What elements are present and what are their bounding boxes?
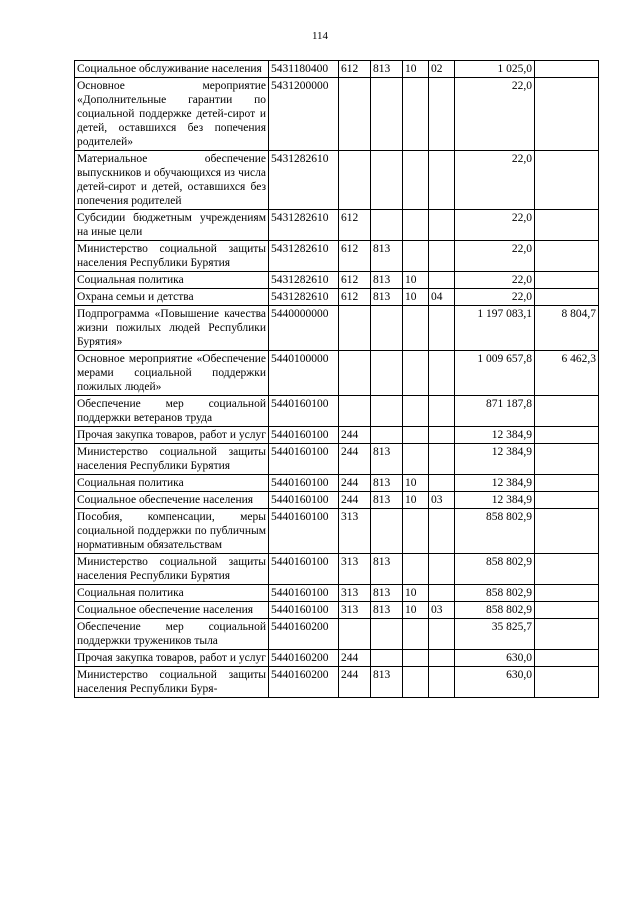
row-section-cell: 10: [403, 289, 429, 306]
row-grbs-cell: [371, 306, 403, 351]
table-row: [75, 619, 599, 650]
table-row: [75, 667, 599, 698]
row-name-cell: Прочая закупка товаров, работ и услуг: [75, 427, 269, 444]
row-sum-cell: 858 802,9: [455, 585, 535, 602]
row-code-cell: 5440160100: [269, 427, 339, 444]
page-number: 114: [311, 30, 329, 42]
row-sum2-cell: [535, 396, 599, 427]
row-grbs-cell: 813: [371, 289, 403, 306]
row-section-cell: [403, 444, 429, 475]
row-vr-cell: 612: [339, 241, 371, 272]
row-section-cell: [403, 554, 429, 585]
row-subsection-cell: [429, 554, 455, 585]
row-vr-cell: 612: [339, 289, 371, 306]
row-sum-cell: 12 384,9: [455, 492, 535, 509]
table-row: [75, 289, 599, 306]
row-sum-cell: 1 025,0: [455, 61, 535, 78]
row-sum2-cell: [535, 667, 599, 698]
row-vr-cell: [339, 619, 371, 650]
row-vr-cell: [339, 151, 371, 210]
row-sum-cell: 871 187,8: [455, 396, 535, 427]
row-name-cell: Основное мероприятие «Обеспечение мерами социальной поддержки пожилых людей»: [75, 351, 269, 396]
table-row: [75, 475, 599, 492]
table-row: [75, 241, 599, 272]
row-code-cell: 5431200000: [269, 78, 339, 151]
row-code-cell: 5440160100: [269, 444, 339, 475]
row-grbs-cell: 813: [371, 667, 403, 698]
row-section-cell: 10: [403, 492, 429, 509]
row-name-cell: Министерство социальной защиты населения Республики Бурятия: [75, 554, 269, 585]
row-section-cell: [403, 427, 429, 444]
row-grbs-cell: [371, 78, 403, 151]
row-subsection-cell: [429, 444, 455, 475]
row-sum2-cell: [535, 554, 599, 585]
row-vr-cell: 244: [339, 650, 371, 667]
row-code-cell: 5440160200: [269, 619, 339, 650]
row-grbs-cell: [371, 396, 403, 427]
row-code-cell: 5431282610: [269, 210, 339, 241]
row-vr-cell: 612: [339, 272, 371, 289]
row-vr-cell: 244: [339, 427, 371, 444]
row-vr-cell: 244: [339, 475, 371, 492]
row-sum-cell: 12 384,9: [455, 475, 535, 492]
table-row: [75, 650, 599, 667]
row-sum-cell: 630,0: [455, 667, 535, 698]
row-sum2-cell: [535, 61, 599, 78]
row-vr-cell: 313: [339, 585, 371, 602]
row-code-cell: 5440160200: [269, 650, 339, 667]
row-code-cell: 5440160100: [269, 585, 339, 602]
row-code-cell: 5440160100: [269, 396, 339, 427]
row-sum2-cell: [535, 289, 599, 306]
row-vr-cell: 612: [339, 210, 371, 241]
row-code-cell: 5440160100: [269, 602, 339, 619]
row-section-cell: [403, 351, 429, 396]
row-subsection-cell: 04: [429, 289, 455, 306]
row-code-cell: 5440000000: [269, 306, 339, 351]
row-vr-cell: [339, 351, 371, 396]
row-subsection-cell: [429, 151, 455, 210]
table-row: [75, 444, 599, 475]
row-subsection-cell: [429, 351, 455, 396]
row-name-cell: Социальное обеспечение населения: [75, 602, 269, 619]
table-row: [75, 210, 599, 241]
row-subsection-cell: 03: [429, 492, 455, 509]
row-section-cell: [403, 78, 429, 151]
row-code-cell: 5431180400: [269, 61, 339, 78]
row-name-cell: Социальное обслуживание населения: [75, 61, 269, 78]
row-vr-cell: 313: [339, 509, 371, 554]
row-grbs-cell: 813: [371, 602, 403, 619]
row-sum2-cell: [535, 585, 599, 602]
row-name-cell: Охрана семьи и детства: [75, 289, 269, 306]
row-sum2-cell: [535, 619, 599, 650]
row-section-cell: [403, 396, 429, 427]
row-subsection-cell: [429, 272, 455, 289]
table-row: [75, 427, 599, 444]
row-name-cell: Материальное обеспечение выпускников и обучающихся из числа детей-сирот и детей, оставшихся без попечения родителей: [75, 151, 269, 210]
row-grbs-cell: 813: [371, 585, 403, 602]
table-row: [75, 306, 599, 351]
row-sum2-cell: 8 804,7: [535, 306, 599, 351]
row-vr-cell: [339, 396, 371, 427]
row-sum2-cell: [535, 241, 599, 272]
row-code-cell: 5440160100: [269, 475, 339, 492]
row-section-cell: [403, 509, 429, 554]
row-sum-cell: 1 009 657,8: [455, 351, 535, 396]
row-vr-cell: 244: [339, 492, 371, 509]
row-section-cell: [403, 151, 429, 210]
row-code-cell: 5440160100: [269, 509, 339, 554]
row-sum2-cell: 6 462,3: [535, 351, 599, 396]
row-sum2-cell: [535, 210, 599, 241]
row-sum-cell: 858 802,9: [455, 509, 535, 554]
row-grbs-cell: [371, 509, 403, 554]
row-name-cell: Обеспечение мер социальной поддержки ветеранов труда: [75, 396, 269, 427]
row-code-cell: 5440160200: [269, 667, 339, 698]
row-name-cell: Прочая закупка товаров, работ и услуг: [75, 650, 269, 667]
row-subsection-cell: 03: [429, 602, 455, 619]
row-sum-cell: 22,0: [455, 272, 535, 289]
row-section-cell: [403, 306, 429, 351]
row-section-cell: [403, 667, 429, 698]
row-subsection-cell: [429, 667, 455, 698]
row-section-cell: 10: [403, 272, 429, 289]
row-grbs-cell: 813: [371, 61, 403, 78]
row-name-cell: Социальная политика: [75, 272, 269, 289]
row-subsection-cell: [429, 396, 455, 427]
row-name-cell: Пособия, компенсации, меры социальной поддержки по публичным нормативным обязательствам: [75, 509, 269, 554]
row-name-cell: Социальное обеспечение населения: [75, 492, 269, 509]
row-subsection-cell: [429, 241, 455, 272]
row-sum2-cell: [535, 602, 599, 619]
row-name-cell: Подпрограмма «Повышение качества жизни пожилых людей Республики Бурятия»: [75, 306, 269, 351]
row-sum2-cell: [535, 492, 599, 509]
table-body: [75, 61, 599, 698]
row-grbs-cell: 813: [371, 241, 403, 272]
row-sum2-cell: [535, 650, 599, 667]
row-code-cell: 5431282610: [269, 151, 339, 210]
row-section-cell: 10: [403, 602, 429, 619]
row-sum-cell: 12 384,9: [455, 427, 535, 444]
row-grbs-cell: [371, 210, 403, 241]
row-sum-cell: 858 802,9: [455, 602, 535, 619]
row-code-cell: 5440160100: [269, 554, 339, 585]
row-sum-cell: 22,0: [455, 78, 535, 151]
row-section-cell: [403, 210, 429, 241]
table-row: [75, 78, 599, 151]
row-vr-cell: 612: [339, 61, 371, 78]
table-row: [75, 396, 599, 427]
row-grbs-cell: [371, 427, 403, 444]
row-sum-cell: 35 825,7: [455, 619, 535, 650]
row-grbs-cell: [371, 351, 403, 396]
row-grbs-cell: 813: [371, 492, 403, 509]
row-subsection-cell: [429, 306, 455, 351]
row-sum2-cell: [535, 151, 599, 210]
row-name-cell: Министерство социальной защиты населения Республики Бурятия: [75, 444, 269, 475]
row-vr-cell: 244: [339, 444, 371, 475]
row-subsection-cell: [429, 619, 455, 650]
row-sum-cell: 630,0: [455, 650, 535, 667]
row-sum-cell: 1 197 083,1: [455, 306, 535, 351]
row-vr-cell: [339, 78, 371, 151]
row-sum-cell: 22,0: [455, 210, 535, 241]
row-grbs-cell: [371, 650, 403, 667]
row-sum2-cell: [535, 444, 599, 475]
table-row: [75, 272, 599, 289]
row-grbs-cell: 813: [371, 554, 403, 585]
table-row: [75, 554, 599, 585]
row-subsection-cell: [429, 210, 455, 241]
row-grbs-cell: 813: [371, 475, 403, 492]
table-row: [75, 602, 599, 619]
row-vr-cell: 244: [339, 667, 371, 698]
row-vr-cell: [339, 306, 371, 351]
row-sum-cell: 12 384,9: [455, 444, 535, 475]
row-name-cell: Субсидии бюджетным учреждениям на иные цели: [75, 210, 269, 241]
row-code-cell: 5440100000: [269, 351, 339, 396]
row-section-cell: 10: [403, 585, 429, 602]
row-name-cell: Основное мероприятие «Дополнительные гарантии по социальной поддержке детей-сирот и детей, оставшихся без попечения родителей»: [75, 78, 269, 151]
budget-table: [74, 60, 599, 698]
row-name-cell: Социальная политика: [75, 475, 269, 492]
row-code-cell: 5431282610: [269, 289, 339, 306]
row-sum-cell: 858 802,9: [455, 554, 535, 585]
row-code-cell: 5431282610: [269, 241, 339, 272]
row-grbs-cell: 813: [371, 444, 403, 475]
row-subsection-cell: [429, 509, 455, 554]
row-section-cell: [403, 241, 429, 272]
row-sum2-cell: [535, 509, 599, 554]
row-grbs-cell: 813: [371, 272, 403, 289]
row-section-cell: [403, 619, 429, 650]
row-section-cell: 10: [403, 475, 429, 492]
row-vr-cell: 313: [339, 602, 371, 619]
row-subsection-cell: [429, 585, 455, 602]
row-subsection-cell: [429, 427, 455, 444]
row-sum-cell: 22,0: [455, 241, 535, 272]
row-name-cell: Министерство социальной защиты населения Республики Буря-: [75, 667, 269, 698]
row-subsection-cell: [429, 650, 455, 667]
row-vr-cell: 313: [339, 554, 371, 585]
row-section-cell: [403, 650, 429, 667]
table-row: [75, 61, 599, 78]
table-row: [75, 351, 599, 396]
row-code-cell: 5440160100: [269, 492, 339, 509]
row-subsection-cell: [429, 78, 455, 151]
row-sum-cell: 22,0: [455, 289, 535, 306]
row-subsection-cell: [429, 475, 455, 492]
row-sum2-cell: [535, 427, 599, 444]
table-row: [75, 585, 599, 602]
row-grbs-cell: [371, 619, 403, 650]
row-grbs-cell: [371, 151, 403, 210]
row-subsection-cell: 02: [429, 61, 455, 78]
row-section-cell: 10: [403, 61, 429, 78]
row-name-cell: Социальная политика: [75, 585, 269, 602]
table-row: [75, 151, 599, 210]
table-row: [75, 492, 599, 509]
row-name-cell: Министерство социальной защиты населения Республики Бурятия: [75, 241, 269, 272]
row-code-cell: 5431282610: [269, 272, 339, 289]
row-sum-cell: 22,0: [455, 151, 535, 210]
row-sum2-cell: [535, 272, 599, 289]
table-row: [75, 509, 599, 554]
row-name-cell: Обеспечение мер социальной поддержки тружеников тыла: [75, 619, 269, 650]
row-sum2-cell: [535, 475, 599, 492]
row-sum2-cell: [535, 78, 599, 151]
